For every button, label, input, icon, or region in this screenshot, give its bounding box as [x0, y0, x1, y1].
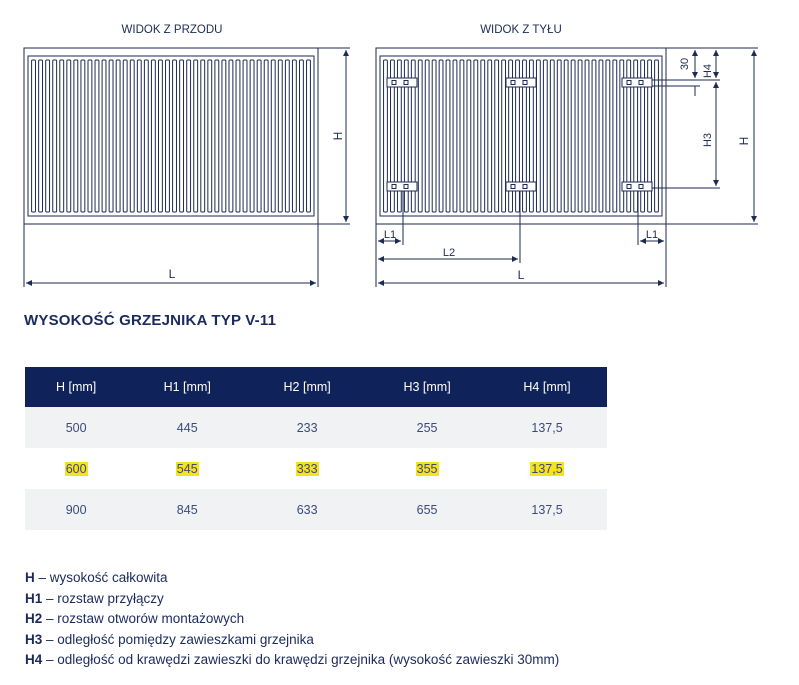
radiator-fin: [123, 60, 127, 212]
legend: [25, 568, 559, 671]
table-cell: 633: [247, 489, 367, 530]
radiator-fin: [467, 60, 471, 212]
radiator-fin: [655, 60, 659, 212]
table-row: [25, 489, 607, 530]
label-l1-right: L1: [645, 229, 659, 241]
radiator-fin: [299, 60, 303, 212]
radiator-fin: [425, 60, 429, 212]
radiator-fin: [278, 60, 282, 212]
radiator-fin: [201, 60, 205, 212]
radiator-fin: [215, 60, 219, 212]
table-row-highlighted: [25, 448, 607, 489]
legend-item: H2 – rozstaw otworów montażowych: [25, 611, 245, 626]
radiator-fin: [550, 60, 554, 212]
hanger-bottom-center: [506, 182, 536, 191]
radiator-fin: [453, 60, 457, 212]
radiator-fin: [144, 60, 148, 212]
front-view: [24, 48, 350, 287]
radiator-fin: [257, 60, 261, 212]
table-cell: 255: [367, 407, 487, 448]
radiator-fin: [53, 60, 57, 212]
radiator-fin: [606, 60, 610, 212]
table-cell: 545: [127, 448, 247, 489]
hanger-bottom-left: [387, 182, 417, 191]
table-header-row: [25, 367, 607, 407]
hanger-top-left: [387, 78, 417, 87]
table-cell: 355: [367, 448, 487, 489]
front-radiator-outer: [24, 48, 318, 224]
radiator-fin: [88, 60, 92, 212]
radiator-fin: [130, 60, 134, 212]
radiator-fin: [46, 60, 50, 212]
radiator-fin: [578, 60, 582, 212]
table-row: [25, 407, 607, 448]
radiator-fin: [74, 60, 78, 212]
radiator-fin: [236, 60, 240, 212]
back-label-l: L: [517, 268, 525, 282]
table-cell: 333: [247, 448, 367, 489]
label-h4: H4: [702, 63, 714, 79]
radiator-fin: [418, 60, 422, 212]
front-label-h: H: [331, 131, 345, 141]
label-l2: L2: [442, 247, 456, 259]
table-cell: 137,5: [487, 489, 607, 530]
radiator-fin: [81, 60, 85, 212]
radiator-fin: [180, 60, 184, 212]
radiator-fin: [151, 60, 155, 212]
radiator-fin: [432, 60, 436, 212]
radiator-fin: [116, 60, 120, 212]
column-header: H3 [mm]: [367, 367, 487, 407]
radiator-fin: [599, 60, 603, 212]
radiator-fin: [250, 60, 254, 212]
radiator-fin: [488, 60, 492, 212]
label-l1-left: L1: [383, 229, 397, 241]
radiator-fin: [32, 60, 36, 212]
radiator-fin: [208, 60, 212, 212]
radiator-fin: [60, 60, 64, 212]
radiator-fin: [536, 60, 540, 212]
legend-item: H – wysokość całkowita: [25, 570, 168, 585]
radiator-fin: [264, 60, 268, 212]
radiator-fin: [39, 60, 43, 212]
radiator-fin: [222, 60, 226, 212]
label-30: 30: [679, 57, 691, 71]
radiator-fin: [495, 60, 499, 212]
radiator-fin: [439, 60, 443, 212]
radiator-fin: [571, 60, 575, 212]
hanger-bottom-right: [622, 182, 652, 191]
radiator-fin: [585, 60, 589, 212]
column-header: H2 [mm]: [247, 367, 367, 407]
radiator-fin: [137, 60, 141, 212]
radiator-fin: [67, 60, 71, 212]
radiator-fin: [474, 60, 478, 212]
radiator-technical-drawing: [0, 0, 799, 300]
table-cell: 137,5: [487, 448, 607, 489]
legend-item: H1 – rozstaw przyłączy: [25, 590, 164, 606]
legend-item: H4 – odległość od krawędzi zawieszki do krawędzi grzejnika (wysokość zawieszki 30mm): [25, 652, 560, 667]
table-cell: 233: [247, 407, 367, 448]
radiator-fin: [307, 60, 311, 212]
column-header: H4 [mm]: [487, 367, 607, 407]
radiator-fin: [243, 60, 247, 212]
table-cell: 137,5: [487, 407, 607, 448]
column-header: H [mm]: [25, 367, 127, 407]
legend-item: H3 – odległość pomiędzy zawieszkami grzejnika: [25, 631, 314, 647]
radiator-fin: [592, 60, 596, 212]
back-view: [376, 48, 758, 287]
radiator-fin: [166, 60, 170, 212]
radiator-fin: [502, 60, 506, 212]
radiator-fin: [173, 60, 177, 212]
radiator-fin: [481, 60, 485, 212]
radiator-fin: [229, 60, 233, 212]
front-label-l: L: [168, 267, 176, 281]
front-radiator-fins: [32, 60, 311, 212]
table-cell: 500: [25, 407, 127, 448]
back-label-h: H: [737, 136, 751, 146]
back-view-title: WIDOK Z TYŁU: [480, 24, 562, 36]
table-cell: 600: [25, 448, 127, 489]
radiator-fin: [543, 60, 547, 212]
back-radiator-outer: [376, 48, 666, 224]
radiator-fin: [109, 60, 113, 212]
section-title: WYSOKOŚĆ GRZEJNIKA TYP V-11: [24, 312, 277, 329]
radiator-fin: [564, 60, 568, 212]
column-header: H1 [mm]: [127, 367, 247, 407]
hanger-top-right: [622, 78, 652, 87]
table-cell: 445: [127, 407, 247, 448]
radiator-fin: [187, 60, 191, 212]
radiator-fin: [194, 60, 198, 212]
front-view-title: WIDOK Z PRZODU: [121, 24, 223, 36]
radiator-height-table: [25, 367, 607, 530]
radiator-fin: [285, 60, 289, 212]
radiator-fin: [95, 60, 99, 212]
radiator-fin: [446, 60, 450, 212]
table-cell: 845: [127, 489, 247, 530]
radiator-fin: [271, 60, 275, 212]
radiator-fin: [613, 60, 617, 212]
radiator-fin: [158, 60, 162, 212]
radiator-fin: [102, 60, 106, 212]
radiator-fin: [557, 60, 561, 212]
hanger-top-center: [506, 78, 536, 87]
table-cell: 655: [367, 489, 487, 530]
table-cell: 900: [25, 489, 127, 530]
radiator-fin: [460, 60, 464, 212]
label-h3: H3: [702, 132, 714, 148]
radiator-fin: [292, 60, 296, 212]
